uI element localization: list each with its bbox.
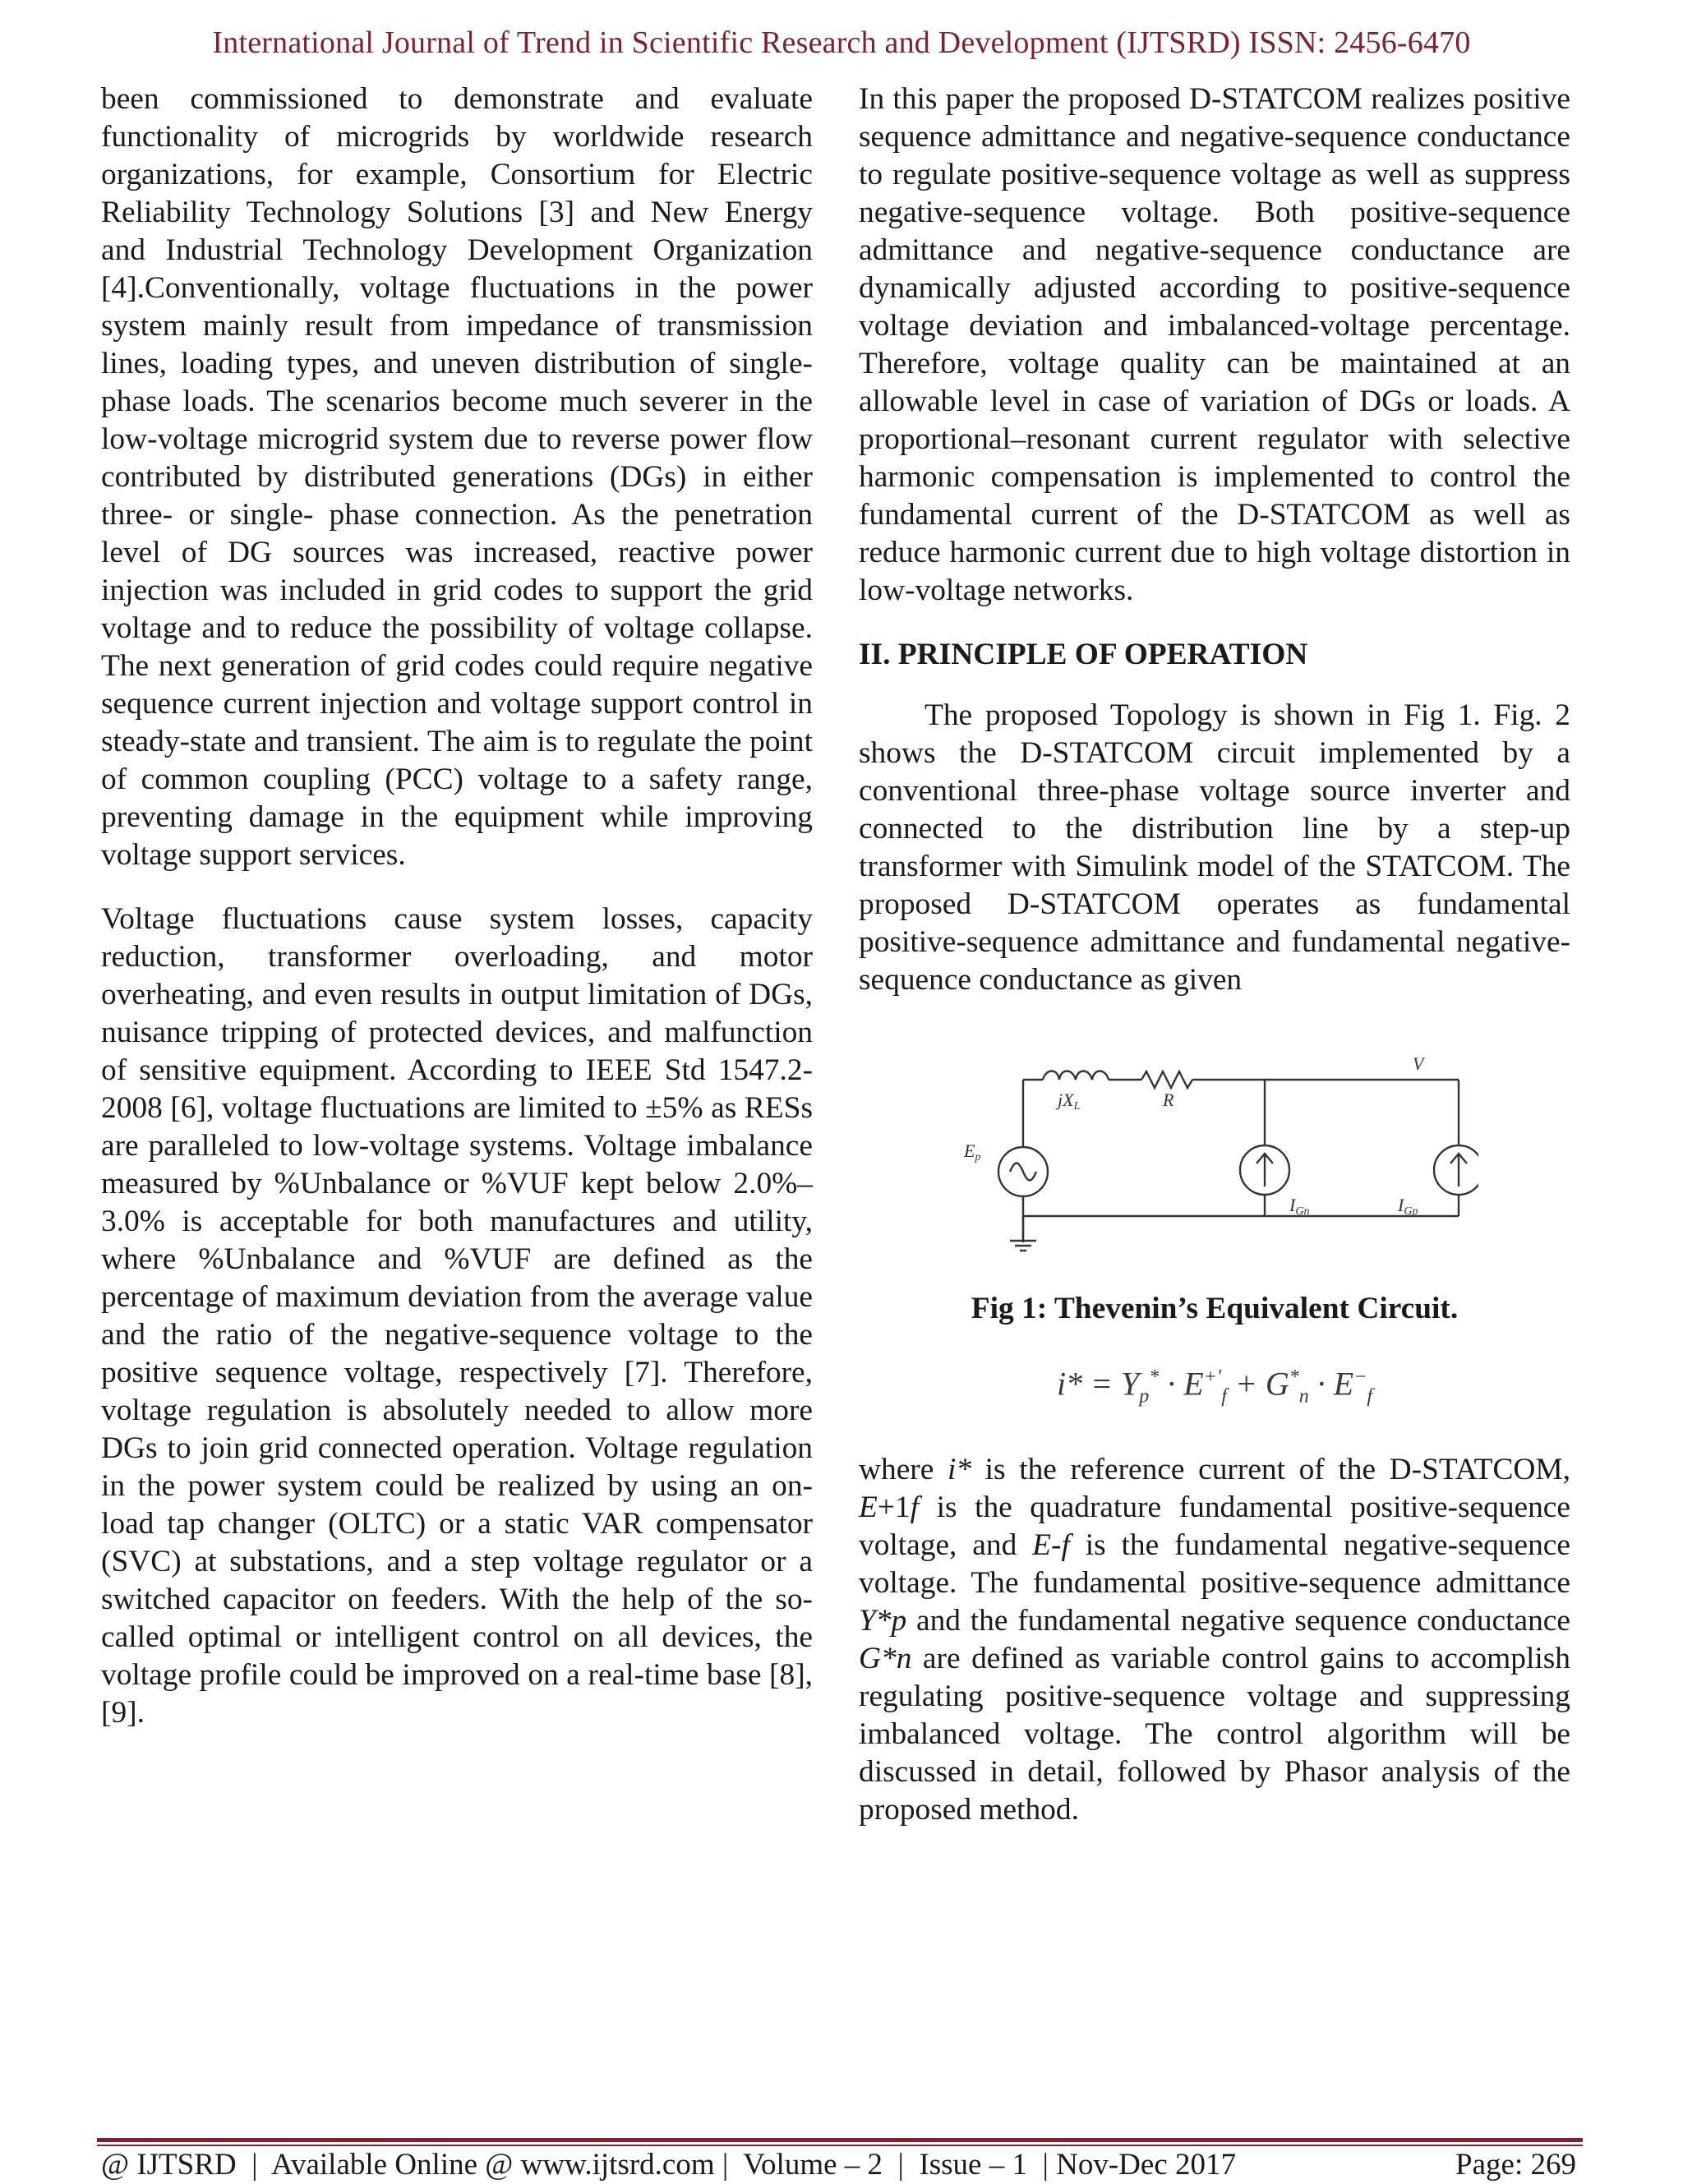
page-number: Page: 269 [1455, 2148, 1576, 2182]
page-footer [101, 2146, 1576, 2184]
right-paragraph-1: In this paper the proposed D-STATCOM realizes positive sequence admittance and negative-sequence conductance to regulate positive-sequence voltage as well as suppress negative-sequence voltage. Both positive-sequence admittance and negative-sequence conductance are dynamically adjusted according to positive-sequence voltage deviation and imbalanced-voltage percentage. Therefore, voltage quality can be maintained at an allowable level in case of variation of DGs or loads. A proportional–resonant current regulator with selective harmonic compensation is implemented to control the fundamental current of the D-STATCOM as well as reduce harmonic current due to high voltage distortion in low-voltage networks. [859, 82, 1570, 607]
figure-caption: Fig 1: Thevenin’s Equivalent Circuit. [971, 1292, 1459, 1325]
label-jxl: jXL [1058, 1090, 1081, 1113]
footer-rule [97, 2138, 1583, 2142]
thevenin-circuit-diagram [952, 1055, 1478, 1267]
right-column [859, 81, 1570, 1855]
label-v: V [1413, 1055, 1424, 1074]
right-paragraph-3: where i* is the reference current of the D-STATCOM, E+1f is the quadrature fundamental positive-sequence voltage, and E-f is the fundamental negative-sequence voltage. The fundamental positive-sequence admittance Y*p and the fundamental negative sequence conductance G*n are defined as variable control gains to accomplish regulating positive-sequence voltage and suppressing imbalanced voltage. The control algorithm will be discussed in detail, followed by Phasor analysis of the proposed method. [859, 1453, 1570, 1827]
current-source-igp-symbol [1434, 1145, 1478, 1195]
equation: $i* = Y_p^* \cdot E^{+'}_f + G^*_n \cdot E^-_f$ [1056, 1365, 1373, 1408]
footer-text: @ IJTSRD | Available Online @ www.ijtsrd.com | Volume – 2 | Issue – 1 | Nov-Dec 2017 [101, 2148, 1236, 2182]
right-paragraph-2: The proposed Topology is shown in Fig 1. Fig. 2 shows the D-STATCOM circuit implemented by a conventional three-phase voltage source inverter and connected to the distribution line by a step-up transformer with Simulink model of the STATCOM. The proposed D-STATCOM operates as fundamental positive-sequence admittance and fundamental negative-sequence conductance as given [859, 698, 1570, 997]
left-column [101, 81, 813, 1758]
label-ign: IGn [1289, 1195, 1310, 1218]
sine-symbol [1010, 1163, 1036, 1181]
arrow-up-icon [1450, 1154, 1467, 1186]
left-paragraph-1: been commissioned to demonstrate and evaluate functionality of microgrids by worldwide research organizations, for example, Consortium for Electric Reliability Technology Solutions [3] and New Energy and Industrial Technology Development Organization [4].Conventionally, voltage fluctuations in the power system mainly result from impedance of transmission lines, loading types, and uneven distribution of single-phase loads. The scenarios become much severer in the low-voltage microgrid system due to reverse power flow contributed by distributed generations (DGs) in either three- or single- phase connection. As the penetration level of DG sources was increased, reactive power injection was included in grid codes to support the grid voltage and to reduce the possibility of voltage collapse. The next generation of grid codes could require negative sequence current injection and voltage support control in steady-state and transient. The aim is to regulate the point of common coupling (PCC) voltage to a safety range, preventing damage in the equipment while improving voltage support services. [101, 82, 813, 872]
section-heading: II. PRINCIPLE OF OPERATION [859, 638, 1308, 671]
label-igp: IGp [1398, 1195, 1418, 1218]
inductor-symbol [1043, 1071, 1109, 1080]
left-paragraph-2: Voltage fluctuations cause system losses, capacity reduction, transformer overloading, and motor overheating, and even results in output limitation of DGs, nuisance tripping of protected devices, and malfunction of sensitive equipment. According to IEEE Std 1547.2-2008 [6], voltage fluctuations are limited to ±5% as RESs are paralleled to low-voltage systems. Voltage imbalance measured by %Unbalance or %VUF kept below 2.0%–3.0% is acceptable for both manufactures and utility, where %Unbalance and %VUF are defined as the percentage of maximum deviation from the average value and the ratio of the negative-sequence voltage to the positive sequence voltage, respectively [7]. Therefore, voltage regulation is absolutely needed to allow more DGs to join grid connected operation. Voltage regulation in the power system could be realized by using an on-load tap changer (OLTC) or a static VAR compensator (SVC) at substations, and a step voltage regulator or a switched capacitor on feeders. With the help of the so-called optimal or intelligent control on all devices, the voltage profile could be improved on a real-time base [8], [9]. [101, 902, 813, 1730]
figure-1 [859, 1055, 1570, 1267]
arrow-up-icon [1256, 1154, 1273, 1186]
label-ep: Ep [964, 1140, 981, 1163]
label-r: R [1163, 1090, 1174, 1110]
resistor-symbol [1141, 1071, 1192, 1088]
running-header: International Journal of Trend in Scientific Research and Development (IJTSRD) ISSN: 2456-6470 [212, 25, 1471, 60]
